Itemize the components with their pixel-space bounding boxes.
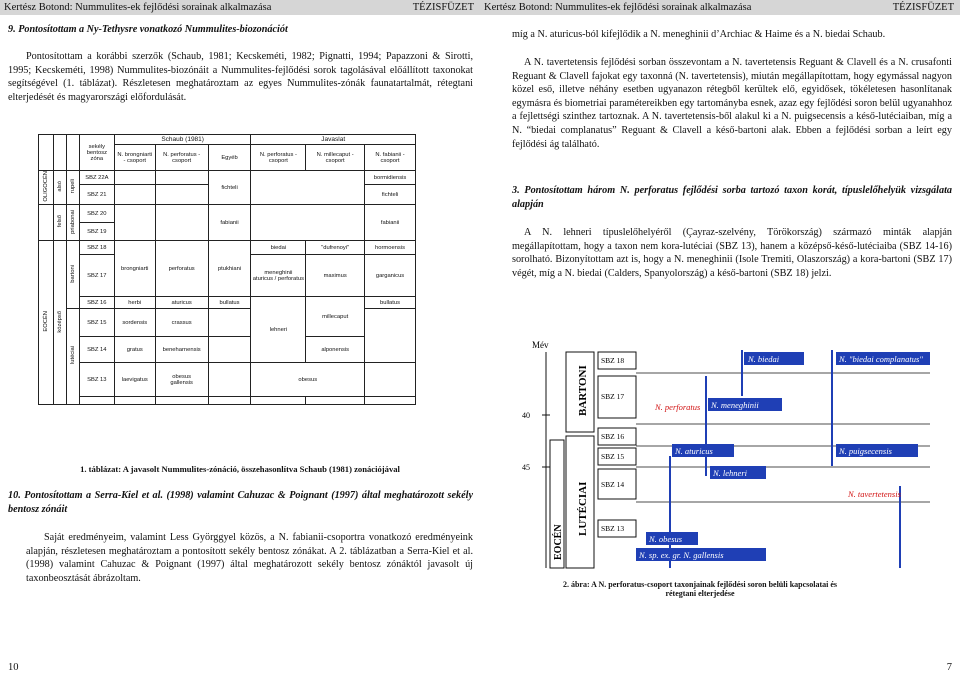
taxon-cell: hormoensis: [365, 241, 416, 255]
zone-cell: SBZ 19: [79, 223, 114, 241]
eocen-label: EOCÉN: [42, 311, 49, 332]
taxon-label: N. puigsecensis: [839, 446, 892, 456]
taxon-label: N. obesus: [649, 534, 683, 544]
section-10-title: 10. Pontosítottam a Serra-Kiel et al. (1998) valamint Cahuzac & Poignant (1997) által meghatározott sekély bentosz zónáit: [8, 490, 473, 515]
taxon-cell: lehneri: [251, 297, 306, 363]
section-10-text: Saját eredményeim, valamint Less Györggyel közös, a N. fabianii-csoportra vonatkozó eredményeink alapján, részletesen meghatároztam a pontosított sekély bentosz zónákat. A 2. táblázatban a Serra-Kiel et al. (1998) valamint Cahuzac & Poignant (1997) által meghatározott sekély bentosz zónáktól javasolt új taxonbeosztását ábrázoltam.: [26, 532, 473, 584]
zone-cell: SBZ 15: [79, 309, 114, 337]
page-header: [0, 0, 480, 15]
stage-label: LUTÉCIAI: [577, 481, 589, 536]
taxon-cell: millecaput: [306, 297, 365, 337]
age-tick: 40: [522, 411, 530, 420]
bartoni-label: bartoni: [69, 264, 76, 283]
taxon-cell: bormidiensis: [365, 171, 416, 185]
taxon-cell: fichteli: [208, 171, 251, 205]
taxon-label: N. biedai: [748, 354, 780, 364]
priabonai-label: priabonai: [69, 209, 76, 234]
fabianii-header: N. fabianii - csoport: [365, 145, 416, 171]
taxon-cell: gallensis: [170, 379, 193, 386]
epoch-label: EOCÉN: [553, 524, 564, 560]
table-caption: 1. táblázat: A javasolt Nummulites-zónáció, összehasonlítva Schaub (1981) zonációjával: [80, 464, 400, 474]
taxon-cell: bullatus: [208, 297, 251, 309]
rupeli-label: rupeli: [69, 179, 76, 194]
oligocen-label: OLIGOCÉN: [42, 171, 49, 202]
stage-label: BARTONI: [577, 365, 589, 416]
zone-label: SBZ 15: [601, 452, 625, 461]
right-page: [480, 0, 960, 682]
zone-cell: SBZ 17: [79, 255, 114, 297]
zone-cell: SBZ 14: [79, 337, 114, 363]
schaub-header: Schaub (1981): [114, 135, 251, 145]
zonation-table: [38, 134, 416, 405]
section-3-title: 3. Pontosítottam három N. perforatus fejlődési sorba tartozó taxon korát, típuslelőhelyük vizsgálata alapján: [512, 185, 952, 210]
phylogeny-figure: [520, 336, 940, 574]
taxon-cell: alponensis: [306, 337, 365, 363]
zone-cell: SBZ 22A: [79, 171, 114, 185]
perforatus-header-2: N. perforatus - csoport: [251, 145, 306, 171]
taxon-cell: fichteli: [365, 185, 416, 205]
zone-label: SBZ 18: [601, 356, 625, 365]
age-axis-label: Mév: [532, 340, 549, 350]
header-title: Kertész Botond: Nummulites-ek fejlődési sorainak alkalmazása: [4, 2, 272, 13]
perforatus-header: N. perforatus - csoport: [155, 145, 208, 171]
millecaput-header: N. millecaput - csoport: [306, 145, 365, 171]
taxon-cell: maximus: [306, 255, 365, 297]
age-tick: 45: [522, 463, 530, 472]
zone-label: SBZ 14: [601, 480, 625, 489]
figure-caption: 2. ábra: A N. perforatus-csoport taxonjainak fejlődési soron belüli kapcsolatai és rétegtani elterjedése: [562, 580, 838, 598]
taxon-cell: crassus: [155, 309, 208, 337]
taxon-label: N. tavertetensis: [848, 489, 901, 499]
para-2: A N. tavertetensis fejlődési sorban összevontam a N. tavertetensis Reguant & Clavell és a N. crusafonti Reguant & Clavell fajokat egy taxonná (N. tavertetensis), miután megállapítottam, hogy egymással nagyon közel eső, illetve néhány esetben ugyanazon rétegből kerültek elő, egyidősek, tökéletesen hasonlítanak egymásra és biometriai paramétereikben egy tartományba esnek, azaz egy fejlődési soron belül ugyanahhoz a fejlettségi szinthez tartoznak. A N. tavertetensis-ből alakul ki a N. puigsecensis a késő-lutéciaiban, míg a N. “biedai complanatus” Reguant & Clavell a késő-bartoni alak. Ebben a fejlődési sorban a leírt egy fejlődési ág található.: [512, 57, 952, 150]
section-9-text: Pontosítottam a korábbi szerzők (Schaub, 1981; Kecskeméti, 1982; Pignatti, 1994; Papazzoni & Sirotti, 1995; Kecskeméti, 1998) Nummulites-biozónáit a Nummulites-fejlődési sorok tagolásával előállított taxonokat segítségével (1. táblázat). Részletesen meghatároztam az egyes Nummulites-zónák faunatartalmát, rétegtani elterjedését és magyarországi előfordulását.: [8, 51, 473, 103]
taxon-cell: sordensis: [114, 309, 155, 337]
taxon-cell: bullatus: [365, 297, 416, 309]
header-label: TÉZISFÜZET: [412, 2, 474, 13]
taxon-cell: obesus: [172, 373, 191, 380]
javaslat-header: Javaslat: [251, 135, 416, 145]
para-3: A N. lehneri típuslelőhelyéről (Çayraz-szelvény, Törökország) származó minták alapján megállapítottam, hogy a taxon nem kora-lutéciai (SBZ 13), hanem a középső-késő-lutéciaiba (SBZ 14-16) sorolható. Bizonyítottam azt is, hogy a N. meneghinii (Isole Tremiti, Olaszország) a kora-bartoni (SBZ 17) végét, míg a N. biedai (Calders, Spanyolország) a késő-bartoni (SBZ 18) jelzi.: [512, 227, 952, 279]
zone-label: SBZ 13: [601, 524, 625, 533]
header-title-right: Kertész Botond: Nummulites-ek fejlődési sorainak alkalmazása: [484, 2, 752, 13]
zone-label: SBZ 17: [601, 392, 625, 401]
zone-cell: SBZ 20: [79, 205, 114, 223]
taxon-label: N. sp. ex. gr. N. gallensis: [639, 550, 724, 560]
taxon-label: N. aturicus: [675, 446, 713, 456]
page-number-left: 10: [8, 662, 19, 673]
taxon-cell: aturicus: [155, 297, 208, 309]
taxon-label: N. meneghinii: [711, 400, 759, 410]
zonation-table-wrap: [38, 134, 416, 405]
page-header-right: [480, 0, 960, 15]
zone-cell: SBZ 18: [79, 241, 114, 255]
taxon-cell: perforatus: [155, 241, 208, 297]
luteciai-label: lutéciai: [69, 346, 76, 365]
para-1: míg a N. aturicus-ból kifejlődik a N. meneghinii d’Archiac & Haime és a N. biedai Schaub.: [512, 29, 886, 40]
zone-cell: SBZ 16: [79, 297, 114, 309]
taxon-cell: obesus: [251, 363, 365, 397]
taxon-label: N. lehneri: [713, 468, 747, 478]
header-label-right: TÉZISFÜZET: [892, 2, 954, 13]
also-label: alsó: [56, 181, 63, 192]
taxon-cell: garganicus: [365, 255, 416, 297]
egyeb-header: Egyéb: [208, 145, 251, 171]
page-number-right: 7: [946, 662, 952, 673]
taxon-cell: laevigatus: [114, 363, 155, 397]
taxon-cell: herbi: [114, 297, 155, 309]
taxon-cell: meneghinii: [264, 269, 293, 276]
taxon-cell: brongniarti: [114, 241, 155, 297]
zone-cell: SBZ 21: [79, 185, 114, 205]
taxon-cell: fabianii: [208, 205, 251, 241]
zone-header: sekély bentosz zóna: [79, 135, 114, 171]
zone-cell: SBZ 13: [79, 363, 114, 397]
taxon-cell: "dufrenoyi": [306, 241, 365, 255]
taxon-cell: biedai: [251, 241, 306, 255]
section-9-title: 9. Pontosítottam a Ny-Tethysre vonatkozó Nummulites-biozonációt: [8, 24, 288, 35]
taxon-cell: ptukhiani: [208, 241, 251, 297]
kozepso-label: középső: [56, 310, 63, 333]
felso-label: felső: [56, 215, 63, 228]
zone-label: SBZ 16: [601, 432, 625, 441]
brongniarti-header: N. brongniarti - csoport: [114, 145, 155, 171]
taxon-label: N. perforatus: [655, 402, 701, 412]
taxon-cell: fabianii: [365, 205, 416, 241]
taxon-cell: beneharnensis: [155, 337, 208, 363]
taxon-cell: aturicus / perforatus: [252, 275, 304, 282]
taxon-label: N. "biedai complanatus": [839, 354, 923, 364]
taxon-cell: gratus: [114, 337, 155, 363]
